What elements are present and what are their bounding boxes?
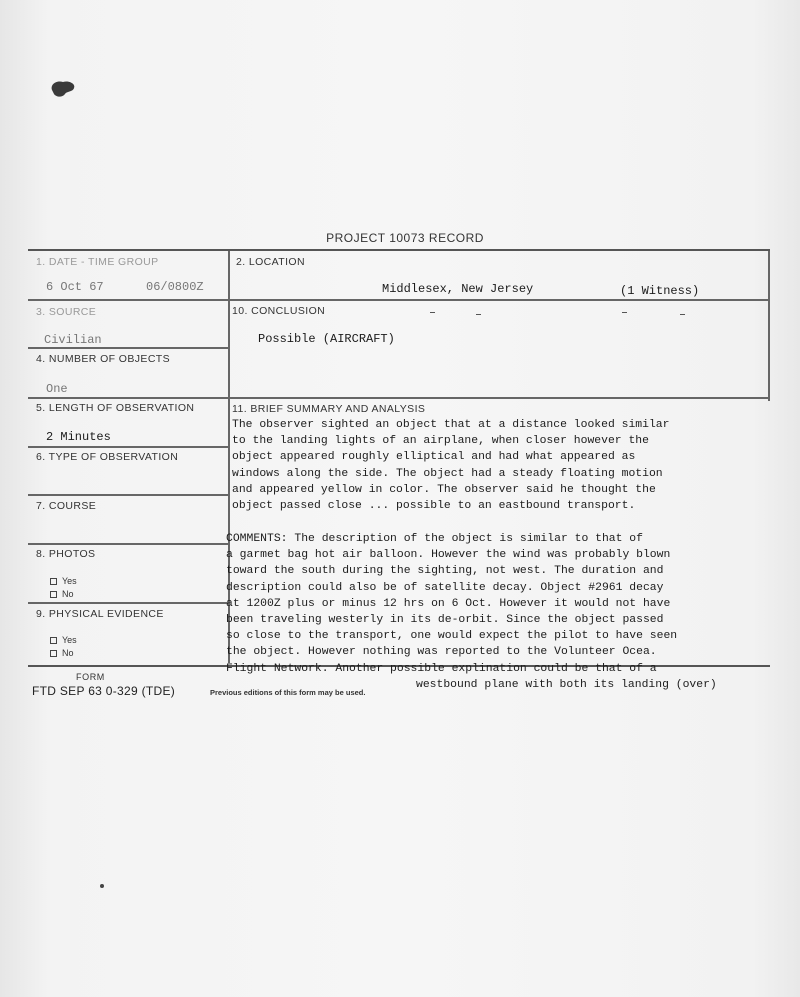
source-label: 3. SOURCE (36, 306, 97, 318)
comments-line: the object. However nothing was reported to the Volunteer Ocea. (226, 646, 657, 659)
comments-text (226, 531, 768, 693)
summary-line: The observer sighted an object that at a distance looked similar (232, 419, 670, 431)
comments-line: Flight Network. Another possible explination could be that of a (226, 662, 657, 675)
row-divider-left-2 (28, 347, 228, 349)
number-of-objects-value: One (46, 382, 68, 396)
ink-blot (48, 78, 78, 100)
speck (100, 884, 104, 888)
type-of-observation-label: 6. TYPE OF OBSERVATION (36, 451, 179, 463)
comments-line: been traveling westerly in its de-orbit. Since the object passed (226, 614, 664, 627)
photos-yes-option[interactable] (50, 576, 77, 586)
photos-no-option[interactable] (50, 589, 74, 599)
date-value: 6 Oct 67 (46, 280, 104, 294)
summary-line: to the landing lights of an airplane, when closer however the (232, 435, 649, 448)
row-divider-right-2 (228, 397, 770, 399)
checkbox[interactable] (50, 637, 57, 644)
summary-line: object passed close ... possible to an eastbound transport. (232, 500, 636, 513)
checkbox[interactable] (50, 591, 57, 598)
form-title: PROJECT 10073 RECORD (326, 231, 484, 245)
comments-line: description could also be of satellite decay. Object #2961 decay (226, 581, 664, 594)
comments-line: toward the south during the sighting, not west. The duration and (226, 565, 664, 578)
comments-line: westbound plane with both its landing (over) (416, 678, 717, 691)
conclusion-label: 10. CONCLUSION (232, 305, 326, 317)
row-divider-left-6 (28, 543, 228, 545)
checkbox[interactable] (50, 650, 57, 657)
evidence-yes-option[interactable] (50, 635, 77, 645)
comments-line: a garmet bag hot air balloon. However the wind was probably blown (226, 549, 671, 562)
row-divider-left-1 (28, 299, 228, 301)
length-of-observation-label: 5. LENGTH OF OBSERVATION (36, 402, 195, 414)
summary-line: windows along the side. The object had a steady floating motion (232, 467, 663, 480)
evidence-no-option[interactable] (50, 648, 74, 658)
photos-yes-label: Yes (62, 576, 77, 586)
course-label: 7. COURSE (36, 500, 97, 512)
photos-no-label: No (62, 589, 74, 599)
physical-evidence-label: 9. PHYSICAL EVIDENCE (36, 608, 164, 620)
date-time-label: 1. DATE - TIME GROUP (36, 256, 159, 268)
checkbox[interactable] (50, 578, 57, 585)
length-of-observation-value: 2 Minutes (46, 430, 111, 444)
summary-line: object appeared roughly elliptical and had what appeared as (232, 451, 636, 464)
evidence-no-label: No (62, 648, 74, 658)
witness-value: (1 Witness) (620, 284, 700, 298)
comments-line: at 1200Z plus or minus 12 hrs on 6 Oct. However it would not have (226, 597, 671, 610)
dash-mark (430, 312, 435, 313)
photos-label: 8. PHOTOS (36, 548, 96, 560)
evidence-yes-label: Yes (62, 635, 77, 645)
dash-mark (680, 314, 685, 315)
comments-line: COMMENTS: The description of the object is similar to that of (226, 533, 643, 545)
dash-mark (622, 312, 627, 313)
comments-line: so close to the transport, one would expect the pilot to have seen (226, 630, 678, 643)
row-divider-left-3 (28, 397, 228, 399)
row-divider-left-4 (28, 446, 228, 448)
dash-mark (476, 314, 481, 315)
source-value: Civilian (44, 333, 102, 347)
row-divider-left-7 (28, 602, 228, 604)
form-label: FORM (76, 672, 105, 682)
location-label: 2. LOCATION (236, 256, 305, 268)
right-border (768, 251, 770, 401)
location-value: Middlesex, New Jersey (382, 282, 534, 296)
time-value: 06/0800Z (146, 280, 204, 294)
form-code: FTD SEP 63 0-329 (TDE) (32, 684, 176, 698)
summary-text (232, 417, 768, 514)
number-of-objects-label: 4. NUMBER OF OBJECTS (36, 353, 171, 365)
summary-line: and appeared yellow in color. The observer said he thought the (232, 483, 656, 496)
previous-editions-note: Previous editions of this form may be used. (210, 688, 366, 697)
summary-label: 11. BRIEF SUMMARY AND ANALYSIS (232, 403, 426, 415)
row-divider-left-5 (28, 494, 228, 496)
conclusion-value: Possible (AIRCRAFT) (258, 332, 395, 346)
row-divider-right-1 (228, 299, 770, 301)
